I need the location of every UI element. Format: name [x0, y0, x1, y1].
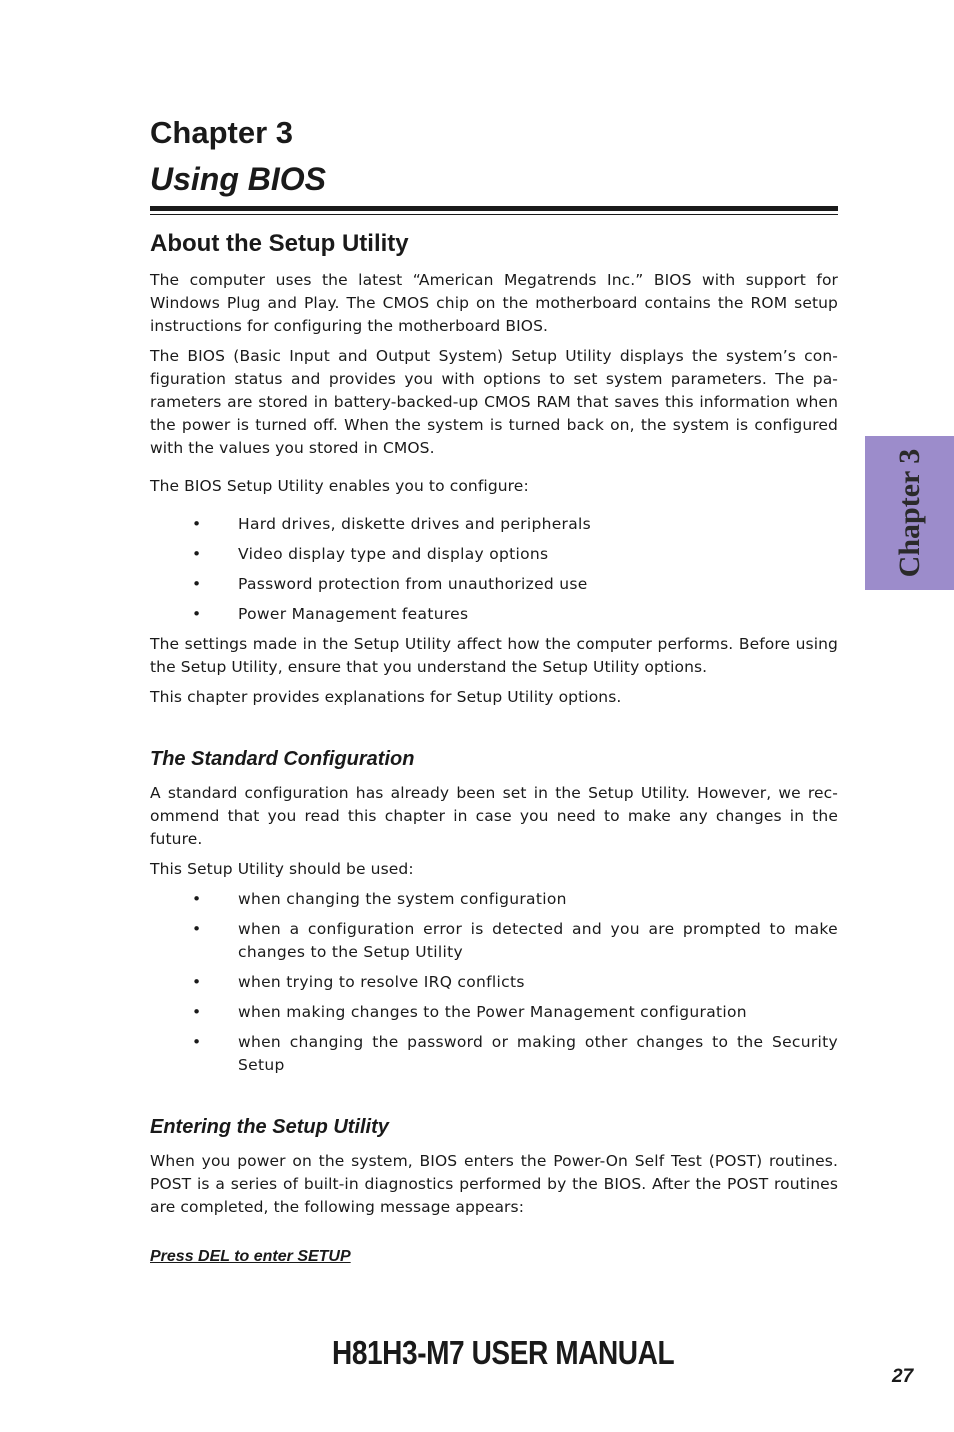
- chapter-number: Chapter 3: [150, 115, 293, 150]
- section-heading-standard: The Standard Configuration: [150, 748, 415, 770]
- chapter-title: Using BIOS: [150, 161, 327, 197]
- paragraph-intro: The BIOS Setup Utility enables you to configure:: [150, 477, 529, 495]
- list-item: • Password protection from unauthorized use: [150, 573, 838, 596]
- setup-message: Press DEL to enter SETUP: [150, 1248, 351, 1265]
- bullet-icon: •: [192, 1033, 202, 1051]
- paragraph: The BIOS (Basic Input and Output System) Setup Utility displays the system’s con-figuration status and provides you with options to set system parameters. The pa-rameters are stored in battery-backed-up CMOS RAM that saves this information when the power is turned off. When the system is turned back on, the system is configured with the values you stored in CMOS.: [150, 347, 838, 457]
- list-item: • Video display type and display options: [150, 543, 838, 566]
- section-heading-about: About the Setup Utility: [150, 230, 409, 257]
- page-content: [150, 110, 838, 1266]
- paragraph: This chapter provides explanations for Setup Utility options.: [150, 688, 622, 706]
- list-item: • when trying to resolve IRQ conflicts: [150, 971, 838, 994]
- bullet-icon: •: [192, 545, 202, 563]
- paragraph: A standard configuration has already been set in the Setup Utility. However, we rec-ommend that you read this chapter in case you need to make any changes in the future.: [150, 784, 838, 848]
- list-item: • Power Management features: [150, 603, 838, 626]
- bullet-icon: •: [192, 575, 202, 593]
- list-item: • when a configuration error is detected and you are prompted to make changes to the Setup Utility: [192, 920, 838, 961]
- bullet-icon: •: [192, 1003, 202, 1021]
- bullet-icon: •: [192, 890, 202, 908]
- paragraph: The computer uses the latest “American Megatrends Inc.” BIOS with support for Windows Plug and Play. The CMOS chip on the motherboard contains the ROM setup instructions for configuring the motherboard BIOS.: [150, 271, 838, 335]
- chapter-side-tab: [865, 436, 954, 590]
- list-item: • when making changes to the Power Management configuration: [150, 1001, 838, 1024]
- paragraph: When you power on the system, BIOS enters the Power-On Self Test (POST) routines. POST is a series of built-in diagnostics performed by the BIOS. After the POST routines are completed, the following message appears:: [150, 1152, 838, 1216]
- bullet-icon: •: [192, 920, 202, 938]
- section-heading-entering: Entering the Setup Utility: [150, 1116, 389, 1138]
- bullet-icon: •: [192, 515, 202, 533]
- page-number: 27: [892, 1366, 914, 1387]
- footer-manual-title: H81H3-M7 USER MANUAL: [332, 1334, 675, 1371]
- paragraph-intro: This Setup Utility should be used:: [150, 860, 414, 878]
- side-tab-label: Chapter 3: [892, 448, 926, 578]
- list-item: • when changing the system configuration: [150, 888, 838, 911]
- bullet-icon: •: [192, 605, 202, 623]
- header-rule-thick: [150, 206, 838, 211]
- bullet-list-usage: [150, 888, 838, 1077]
- header-rule-thin: [150, 214, 838, 215]
- bullet-list-configure: [150, 513, 838, 626]
- paragraph: The settings made in the Setup Utility affect how the computer performs. Before using the Setup Utility, ensure that you understand the Setup Utility options.: [150, 635, 838, 676]
- bullet-icon: •: [192, 973, 202, 991]
- list-item: • when changing the password or making other changes to the Security Setup: [192, 1033, 838, 1074]
- list-item: • Hard drives, diskette drives and peripherals: [150, 513, 838, 536]
